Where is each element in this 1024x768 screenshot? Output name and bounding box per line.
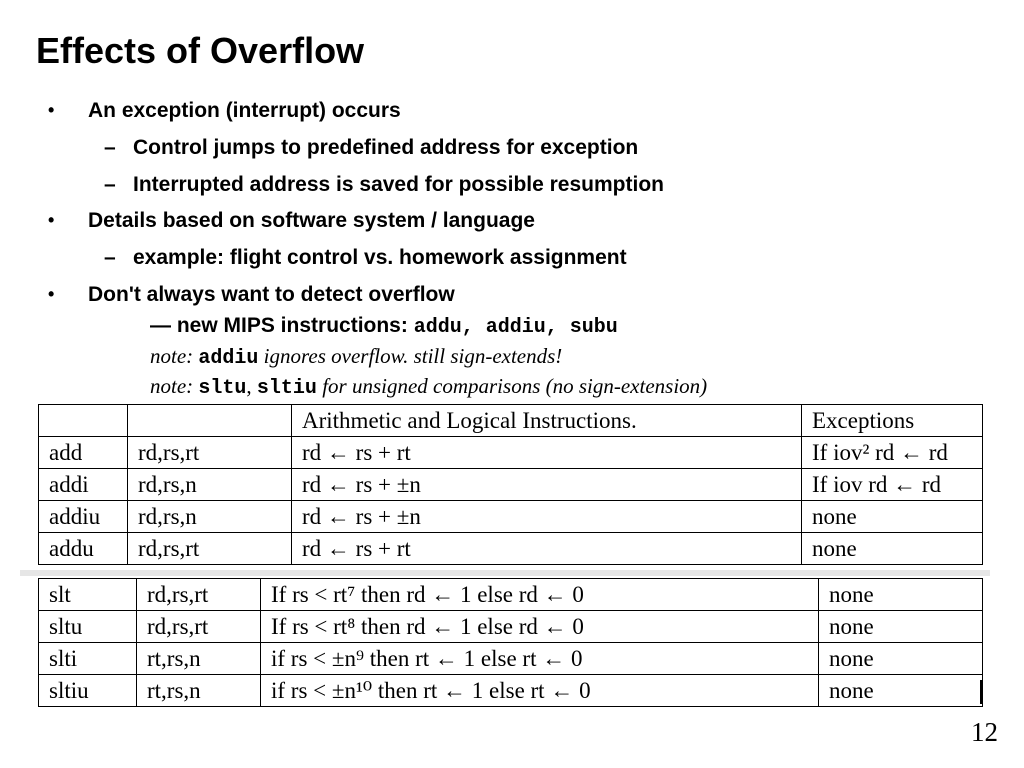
sub-bullet-dash: – <box>104 173 116 196</box>
table-cell: none <box>819 579 983 611</box>
table-cell: if rs < ±n⁹ then rt ← 1 else rt ← 0 <box>261 643 819 675</box>
table-cell: rt,rs,n <box>137 643 261 675</box>
table-header-cell <box>39 405 128 437</box>
bullet-dot: • <box>48 284 55 304</box>
table-row <box>39 533 983 565</box>
table-cell: rd,rs,rt <box>137 611 261 643</box>
table-row <box>39 501 983 533</box>
note-code: addiu <box>198 347 259 370</box>
table-cell: slti <box>39 643 137 675</box>
compare-instructions-table <box>38 578 983 707</box>
new-mips-line <box>150 314 618 339</box>
slide-title: Effects of Overflow <box>36 30 365 71</box>
table-row <box>39 437 983 469</box>
table-cell: add <box>39 437 128 469</box>
table-cell: rd ← rs + rt <box>292 437 802 469</box>
table-cell: none <box>819 675 983 707</box>
bullet-item: An exception (interrupt) occurs <box>88 99 401 122</box>
table-row <box>39 675 983 707</box>
table-cell: rt,rs,n <box>137 675 261 707</box>
note-sltu <box>150 374 707 400</box>
note-code: sltu <box>198 377 247 400</box>
table-cell: sltiu <box>39 675 137 707</box>
bullet-item: Don't always want to detect overflow <box>88 283 455 306</box>
page-number: 12 <box>971 717 998 747</box>
table-cell: rd ← rs + rt <box>292 533 802 565</box>
note-text: ignores overflow. still sign-extends! <box>258 344 563 368</box>
table-cell: addi <box>39 469 128 501</box>
table-cell: rd,rs,rt <box>128 533 292 565</box>
note-text: for unsigned comparisons (no sign-extension) <box>316 374 708 398</box>
new-mips-code: addu, addiu, subu <box>413 316 618 339</box>
note-addiu <box>150 344 562 370</box>
table-cell: none <box>819 643 983 675</box>
table-cell: addu <box>39 533 128 565</box>
table-cell: slt <box>39 579 137 611</box>
table-cell: none <box>802 533 983 565</box>
note-prefix: note: <box>150 374 199 398</box>
table-cell: none <box>802 501 983 533</box>
table-cell: If rs < rt⁷ then rd ← 1 else rd ← 0 <box>261 579 819 611</box>
table-header-row <box>39 405 983 437</box>
table-cell: none <box>819 611 983 643</box>
sub-bullet-dash: – <box>104 246 116 269</box>
table-cell: If iov rd ← rd <box>802 469 983 501</box>
table-cell: rd,rs,rt <box>128 437 292 469</box>
edge-mark <box>980 680 982 704</box>
table-cell: rd,rs,n <box>128 469 292 501</box>
table-cell: sltu <box>39 611 137 643</box>
note-prefix: note: <box>150 344 199 368</box>
bullet-dot: • <box>48 100 55 120</box>
table-cell: rd,rs,n <box>128 501 292 533</box>
table-cell: if rs < ±n¹⁰ then rt ← 1 else rt ← 0 <box>261 675 819 707</box>
table-row <box>39 469 983 501</box>
sub-bullet-item: Control jumps to predefined address for exception <box>133 136 639 159</box>
table-cell: rd ← rs + ±n <box>292 469 802 501</box>
table-cell: rd,rs,rt <box>137 579 261 611</box>
table-cell: addiu <box>39 501 128 533</box>
sub-bullet-dash: – <box>104 136 116 159</box>
table-separator <box>20 570 990 576</box>
table-row <box>39 579 983 611</box>
sub-bullet-item: example: flight control vs. homework assignment <box>133 246 627 269</box>
arith-instructions-table <box>38 404 983 565</box>
table-header-cell: Exceptions <box>802 405 983 437</box>
table-header-cell: Arithmetic and Logical Instructions. <box>292 405 802 437</box>
table-cell: If rs < rt⁸ then rd ← 1 else rd ← 0 <box>261 611 819 643</box>
new-mips-text: — new MIPS instructions: <box>150 314 414 337</box>
note-code: sltiu <box>256 377 317 400</box>
table-cell: If iov² rd ← rd <box>802 437 983 469</box>
sub-bullet-item: Interrupted address is saved for possible resumption <box>133 173 664 196</box>
table-row <box>39 611 983 643</box>
note-sep: , <box>246 374 257 398</box>
bullet-dot: • <box>48 210 55 230</box>
bullet-item: Details based on software system / language <box>88 209 535 232</box>
table-cell: rd ← rs + ±n <box>292 501 802 533</box>
table-row <box>39 643 983 675</box>
table-header-cell <box>128 405 292 437</box>
